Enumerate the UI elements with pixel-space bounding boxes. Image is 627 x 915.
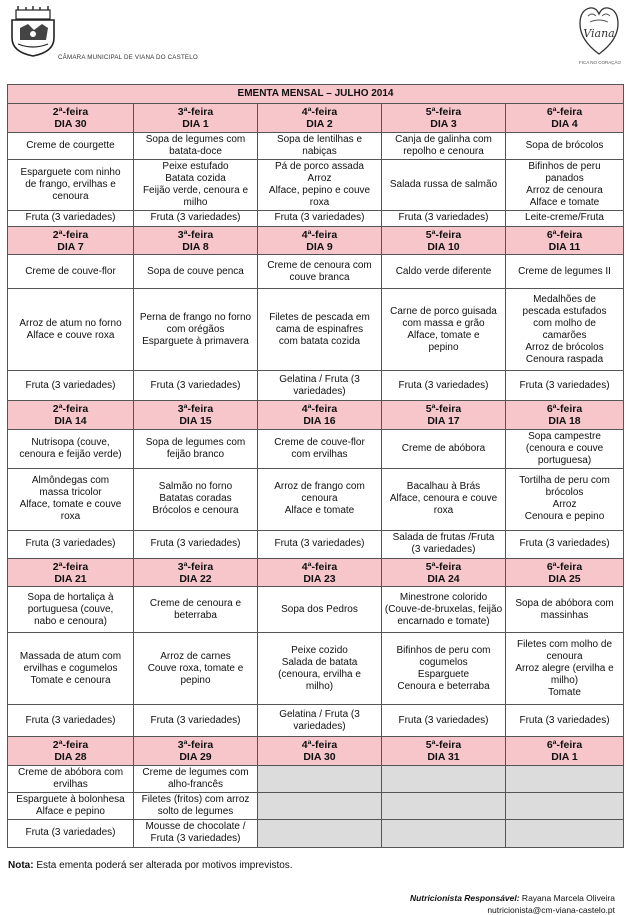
menu-item-text: Creme de legumes II <box>518 265 611 277</box>
menu-item-text: Caldo verde diferente <box>395 265 492 277</box>
weekday-header: 3ª-feira <box>134 401 258 416</box>
menu-item-text: Fruta (3 variedades) <box>274 212 365 223</box>
menu-item-text: cenoura <box>52 190 89 202</box>
weekday-header: 3ª-feira <box>134 104 258 119</box>
menu-item-text: Nutrisopa (couve, <box>31 436 110 448</box>
menu-item-text: Arroz de carnes <box>160 650 231 662</box>
viana-logo-icon <box>576 4 622 56</box>
menu-item-text: Batata cozida <box>165 172 226 184</box>
dessert-cell <box>506 371 624 401</box>
dessert-cell <box>8 530 134 558</box>
menu-item-text: encarnado e tomate) <box>397 615 490 627</box>
menu-item-text: Bifinhos de peru <box>528 160 601 172</box>
menu-row <box>8 289 624 371</box>
soup-cell <box>134 429 258 468</box>
municipal-crest-icon <box>8 6 58 58</box>
menu-item-text: milho) <box>305 680 334 692</box>
monthly-menu-table <box>7 84 624 848</box>
date-header: DIA 9 <box>258 241 382 255</box>
main-dish-cell <box>8 289 134 371</box>
menu-item-text: Fruta (3 variedades) <box>25 538 116 549</box>
soup-cell <box>382 132 506 159</box>
menu-item-text: Alface e pepino <box>36 805 105 817</box>
menu-item-text: de frango, ervilhas e <box>25 178 116 190</box>
note-label: Nota: <box>8 860 34 871</box>
date-header: DIA 23 <box>258 573 382 587</box>
menu-item-text: Creme de abóbora <box>401 442 486 454</box>
soup-cell <box>506 132 624 159</box>
main-dish-cell <box>258 468 382 530</box>
menu-item-text: Sopa de legumes com <box>145 133 246 145</box>
menu-item-text: nabiças <box>302 145 337 157</box>
menu-item-text: massinhas <box>540 609 589 621</box>
menu-item-text: Arroz de frango com <box>274 481 365 492</box>
menu-item-text: Medalhões de <box>533 293 596 305</box>
main-dish-cell <box>382 289 506 371</box>
menu-item-text: Creme de abóbora com <box>17 766 124 778</box>
empty-cell <box>506 819 624 847</box>
menu-item-text: ervilhas <box>53 778 88 790</box>
menu-item-text: Cenoura e pepino <box>524 511 605 522</box>
menu-row <box>8 159 624 210</box>
soup-cell <box>8 429 134 468</box>
date-header: DIA 31 <box>382 751 506 765</box>
menu-item-text: (cenoura e couve <box>525 442 604 454</box>
date-header: DIA 18 <box>506 415 624 429</box>
menu-row <box>8 587 624 633</box>
menu-item-text: Fruta (3 variedades) <box>519 379 610 391</box>
menu-item-text: Alface, tomate e couve <box>19 499 122 510</box>
soup-cell <box>8 765 134 792</box>
menu-item-text: Creme de legumes com <box>142 766 249 778</box>
menu-item-text: Fruta (3 variedades) <box>519 538 610 549</box>
weekday-header: 2ª-feira <box>8 737 134 752</box>
menu-item-text: Massada de atum com <box>19 650 122 662</box>
menu-item-text: alho-francês <box>167 778 224 790</box>
menu-item-text: Fruta (3 variedades) <box>150 212 241 223</box>
menu-item-text: Bifinhos de peru com <box>396 644 491 656</box>
date-header: DIA 22 <box>134 573 258 587</box>
soup-cell <box>506 255 624 289</box>
dessert-cell <box>506 705 624 737</box>
soup-cell <box>506 429 624 468</box>
date-header: DIA 24 <box>382 573 506 587</box>
menu-item-text: pepino <box>428 341 459 353</box>
menu-item-text: Couve roxa, tomate e <box>147 662 244 674</box>
dessert-cell <box>134 819 258 847</box>
menu-item-text: massa tricolor <box>39 487 102 498</box>
main-dish-cell <box>258 159 382 210</box>
menu-item-text: Alface e tomate <box>284 505 355 516</box>
soup-cell <box>258 587 382 633</box>
dessert-cell <box>134 371 258 401</box>
dessert-cell <box>258 210 382 226</box>
date-header: DIA 29 <box>134 751 258 765</box>
menu-item-text: pepino <box>180 674 211 686</box>
menu-item-text: Tomate e cenoura <box>30 674 111 686</box>
date-header: DIA 8 <box>134 241 258 255</box>
main-dish-cell <box>382 633 506 705</box>
weekday-header: 4ª-feira <box>258 558 382 573</box>
menu-item-text: Esparguete com ninho <box>20 166 121 178</box>
dessert-cell <box>8 210 134 226</box>
weekday-header: 5ª-feira <box>382 558 506 573</box>
menu-item-text: Alface, pepino e couve <box>268 184 371 196</box>
main-dish-cell <box>506 159 624 210</box>
menu-item-text: Leite-creme/Fruta <box>525 212 604 223</box>
empty-cell <box>258 792 382 819</box>
menu-item-text: Alface e couve roxa <box>26 329 115 341</box>
menu-item-text: Peixe estufado <box>162 160 229 172</box>
soup-cell <box>258 255 382 289</box>
empty-cell <box>506 792 624 819</box>
weekday-header: 3ª-feira <box>134 226 258 241</box>
menu-item-text: Arroz de brócolos <box>525 341 604 353</box>
weekday-header: 3ª-feira <box>134 558 258 573</box>
menu-item-text: milho <box>183 196 208 208</box>
weekday-header: 6ª-feira <box>506 401 624 416</box>
weekday-header: 3ª-feira <box>134 737 258 752</box>
soup-cell <box>134 587 258 633</box>
menu-row <box>8 468 624 530</box>
date-header: DIA 16 <box>258 415 382 429</box>
dessert-cell <box>258 705 382 737</box>
date-header: DIA 25 <box>506 573 624 587</box>
menu-item-text: Mousse de chocolate / <box>145 821 246 832</box>
menu-row <box>8 210 624 226</box>
weekday-header: 6ª-feira <box>506 558 624 573</box>
menu-item-text: Fruta (3 variedades) <box>398 379 489 391</box>
menu-item-text: Peixe cozido <box>291 644 348 656</box>
menu-item-text: Fruta (3 variedades) <box>25 827 116 838</box>
nutritionist-email: nutricionista@cm-viana-castelo.pt <box>487 905 615 915</box>
menu-row <box>8 792 624 819</box>
menu-item-text: (3 variedades) <box>411 544 476 555</box>
menu-item-text: Fruta (3 variedades) <box>25 714 116 726</box>
weekday-header: 6ª-feira <box>506 226 624 241</box>
date-header: DIA 14 <box>8 415 134 429</box>
weekday-header: 2ª-feira <box>8 558 134 573</box>
menu-item-text: (cenoura, ervilha e <box>278 668 361 680</box>
menu-item-text: Alface e tomate <box>529 196 600 208</box>
nutritionist-line <box>410 893 615 903</box>
menu-item-text: Canja de galinha com <box>395 133 492 145</box>
date-header: DIA 10 <box>382 241 506 255</box>
weekday-header: 4ª-feira <box>258 401 382 416</box>
menu-item-text: Creme de couve-flor <box>274 436 365 448</box>
menu-item-text: Tomate <box>548 686 581 698</box>
menu-item-text: Fruta (3 variedades) <box>150 538 241 549</box>
menu-item-text: Minestrone colorido <box>399 591 488 603</box>
date-header: DIA 15 <box>134 415 258 429</box>
empty-cell <box>506 765 624 792</box>
menu-item-text: pescada estufados <box>522 305 607 317</box>
menu-item-text: Arroz <box>307 172 332 184</box>
menu-item-text: Cenoura raspada <box>525 353 604 365</box>
menu-item-text: cenoura <box>301 493 338 504</box>
main-dish-cell <box>506 633 624 705</box>
main-dish-cell <box>258 289 382 371</box>
menu-item-text: com batata cozida <box>278 335 361 347</box>
menu-row <box>8 255 624 289</box>
menu-item-text: Esparguete à primavera <box>142 335 249 347</box>
weekday-header: 5ª-feira <box>382 104 506 119</box>
soup-cell <box>382 587 506 633</box>
logo-text: Viana <box>583 27 615 40</box>
menu-item-text: couve branca <box>289 271 350 283</box>
menu-item-text: com molho de <box>533 317 596 329</box>
menu-row <box>8 633 624 705</box>
menu-row <box>8 132 624 159</box>
menu-item-text: portuguesa (couve, <box>27 603 114 615</box>
menu-item-text: Sopa de legumes com <box>145 436 246 448</box>
date-header: DIA 30 <box>8 118 134 132</box>
date-header: DIA 1 <box>134 118 258 132</box>
menu-item-text: Alface, cenoura e couve <box>389 493 498 504</box>
menu-item-text: Fruta (3 variedades) <box>274 538 365 549</box>
menu-item-text: cogumelos <box>419 656 468 668</box>
menu-row <box>8 819 624 847</box>
menu-item-text: Alface, tomate e <box>407 329 480 341</box>
main-dish-cell <box>506 289 624 371</box>
date-header: DIA 3 <box>382 118 506 132</box>
page-header <box>0 0 627 80</box>
menu-item-text: Gelatina / Fruta (3 <box>279 708 360 720</box>
menu-item-text: Fruta (3 variedades) <box>150 714 241 726</box>
menu-item-text: Arroz de atum no forno <box>19 317 122 329</box>
dessert-cell <box>258 371 382 401</box>
menu-item-text: Esparguete <box>417 668 470 680</box>
menu-row <box>8 429 624 468</box>
menu-item-text: roxa <box>433 505 454 516</box>
menu-item-text: Sopa dos Pedros <box>281 603 358 615</box>
menu-row <box>8 530 624 558</box>
menu-item-text: Fruta (3 variedades) <box>398 212 489 223</box>
dessert-cell <box>382 371 506 401</box>
weekday-header: 4ª-feira <box>258 104 382 119</box>
soup-cell <box>506 587 624 633</box>
menu-item-text: Sopa de lentilhas e <box>276 133 363 145</box>
menu-title: EMENTA MENSAL – JULHO 2014 <box>8 85 624 104</box>
menu-item-text: cenoura e feijão verde) <box>19 448 122 460</box>
empty-cell <box>382 792 506 819</box>
menu-item-text: beterraba <box>174 609 217 621</box>
weekday-header: 5ª-feira <box>382 226 506 241</box>
weekday-header: 2ª-feira <box>8 104 134 119</box>
menu-item-text: com massa e grão <box>402 317 485 329</box>
menu-item-text: Tortilha de peru com <box>519 475 610 486</box>
main-dish-cell <box>8 633 134 705</box>
menu-item-text: Fruta (3 variedades) <box>25 379 116 391</box>
soup-cell <box>8 132 134 159</box>
date-header: DIA 17 <box>382 415 506 429</box>
main-dish-cell <box>134 468 258 530</box>
menu-item-text: Fruta (3 variedades) <box>519 714 610 726</box>
footer-note <box>8 860 293 871</box>
note-text: Esta ementa poderá ser alterada por motivos imprevistos. <box>33 860 293 871</box>
main-dish-cell <box>134 792 258 819</box>
menu-row <box>8 371 624 401</box>
menu-item-text: roxa <box>60 511 81 522</box>
menu-item-text: Sopa de brócolos <box>525 139 604 151</box>
soup-cell <box>258 429 382 468</box>
org-name: CÂMARA MUNICIPAL DE VIANA DO CASTELO <box>58 54 198 61</box>
nutritionist-label: Nutricionista Responsável: <box>409 893 520 903</box>
main-dish-cell <box>258 633 382 705</box>
date-header: DIA 2 <box>258 118 382 132</box>
dessert-cell <box>258 530 382 558</box>
menu-row <box>8 765 624 792</box>
dessert-cell <box>134 705 258 737</box>
soup-cell <box>382 429 506 468</box>
menu-item-text: Arroz <box>552 499 577 510</box>
menu-item-text: Perna de frango no forno <box>139 311 252 323</box>
dessert-cell <box>382 210 506 226</box>
menu-item-text: Sopa de abóbora com <box>515 597 614 609</box>
main-dish-cell <box>8 792 134 819</box>
menu-item-text: ervilhas e cogumelos <box>23 662 118 674</box>
dessert-cell <box>134 210 258 226</box>
main-dish-cell <box>134 159 258 210</box>
soup-cell <box>134 132 258 159</box>
dessert-cell <box>8 371 134 401</box>
menu-item-text: Sopa campestre <box>528 430 601 442</box>
menu-item-text: Salmão no forno <box>158 481 233 492</box>
weekday-header: 2ª-feira <box>8 401 134 416</box>
logo-caption: FICA NO CORAÇÃO <box>578 60 621 65</box>
main-dish-cell <box>506 468 624 530</box>
menu-item-text: Creme de cenoura com <box>267 259 372 271</box>
menu-item-text: Filetes de pescada em <box>269 311 370 323</box>
menu-item-text: Gelatina / Fruta (3 <box>279 373 360 385</box>
menu-item-text: Fruta (3 variedades) <box>398 714 489 726</box>
menu-item-text: Fruta (3 variedades) <box>25 212 116 223</box>
menu-item-text: feijão branco <box>166 448 225 460</box>
date-header: DIA 21 <box>8 573 134 587</box>
menu-item-text: cenoura <box>546 650 583 662</box>
menu-item-text: Fruta (3 variedades) <box>150 379 241 391</box>
dessert-cell <box>506 530 624 558</box>
menu-item-text: Cenoura e beterraba <box>397 680 490 692</box>
menu-item-text: Arroz de cenoura <box>526 184 603 196</box>
empty-cell <box>258 819 382 847</box>
menu-item-text: repolho e cenoura <box>403 145 484 157</box>
menu-item-text: com orégãos <box>166 323 225 335</box>
weekday-header: 5ª-feira <box>382 737 506 752</box>
date-header: DIA 11 <box>506 241 624 255</box>
menu-item-text: solto de legumes <box>157 805 234 817</box>
menu-item-text: Batatas coradas <box>159 493 232 504</box>
soup-cell <box>8 587 134 633</box>
nutritionist-name: Rayana Marcela Oliveira <box>519 893 615 903</box>
menu-item-text: Almôndegas com <box>31 475 110 486</box>
menu-item-text: Creme de couve-flor <box>25 265 116 277</box>
menu-item-text: Fruta (3 variedades) <box>150 833 241 844</box>
date-header: DIA 4 <box>506 118 624 132</box>
menu-item-text: Esparguete à bolonhesa <box>16 793 125 805</box>
menu-item-text: Sopa de couve penca <box>147 265 244 277</box>
menu-item-text: nabo e cenoura) <box>34 615 107 627</box>
menu-item-text: variedades) <box>293 720 346 732</box>
menu-item-text: portuguesa) <box>537 454 592 466</box>
menu-item-text: Creme de cenoura e <box>149 597 242 609</box>
weekday-header: 6ª-feira <box>506 104 624 119</box>
empty-cell <box>382 819 506 847</box>
menu-item-text: milho) <box>550 674 579 686</box>
main-dish-cell <box>382 159 506 210</box>
menu-item-text: variedades) <box>293 385 346 397</box>
date-header: DIA 30 <box>258 751 382 765</box>
dessert-cell <box>382 705 506 737</box>
menu-item-text: cama de espinafres <box>275 323 364 335</box>
date-header: DIA 28 <box>8 751 134 765</box>
weekday-header: 6ª-feira <box>506 737 624 752</box>
menu-row <box>8 705 624 737</box>
empty-cell <box>382 765 506 792</box>
menu-item-text: com ervilhas <box>291 448 348 460</box>
weekday-header: 2ª-feira <box>8 226 134 241</box>
dessert-cell <box>8 819 134 847</box>
dessert-cell <box>8 705 134 737</box>
menu-item-text: Carne de porco guisada <box>390 305 497 317</box>
dessert-cell <box>134 530 258 558</box>
main-dish-cell <box>382 468 506 530</box>
soup-cell <box>134 255 258 289</box>
dessert-cell <box>382 530 506 558</box>
soup-cell <box>258 132 382 159</box>
empty-cell <box>258 765 382 792</box>
menu-item-text: batata-doce <box>169 145 222 157</box>
menu-item-text: Salada russa de salmão <box>389 178 498 190</box>
main-dish-cell <box>8 159 134 210</box>
menu-item-text: Arroz alegre (ervilha e <box>515 662 614 674</box>
date-header: DIA 1 <box>506 751 624 765</box>
menu-item-text: Feijão verde, cenoura e <box>142 184 249 196</box>
menu-item-text: Salada de batata <box>281 656 358 668</box>
menu-item-text: Pá de porco assada <box>275 160 364 172</box>
main-dish-cell <box>8 468 134 530</box>
menu-item-text: roxa <box>309 196 330 208</box>
weekday-header: 5ª-feira <box>382 401 506 416</box>
weekday-header: 4ª-feira <box>258 737 382 752</box>
date-header: DIA 7 <box>8 241 134 255</box>
soup-cell <box>382 255 506 289</box>
menu-item-text: brócolos <box>545 487 584 498</box>
menu-item-text: Bacalhau à Brás <box>406 481 481 492</box>
menu-item-text: (Couve-de-bruxelas, feijão <box>384 603 503 615</box>
menu-item-text: Filetes (fritos) com arroz <box>141 793 250 805</box>
menu-item-text: camarões <box>542 329 587 341</box>
main-dish-cell <box>134 633 258 705</box>
menu-item-text: Sopa de hortaliça à <box>27 591 114 603</box>
menu-item-text: Filetes com molho de <box>516 638 613 650</box>
menu-item-text: Salada de frutas /Fruta <box>392 532 495 543</box>
weekday-header: 4ª-feira <box>258 226 382 241</box>
main-dish-cell <box>134 289 258 371</box>
soup-cell <box>8 255 134 289</box>
dessert-cell <box>506 210 624 226</box>
menu-item-text: Creme de courgette <box>26 139 115 151</box>
soup-cell <box>134 765 258 792</box>
menu-item-text: Brócolos e cenoura <box>152 505 239 516</box>
menu-item-text: panados <box>545 172 584 184</box>
